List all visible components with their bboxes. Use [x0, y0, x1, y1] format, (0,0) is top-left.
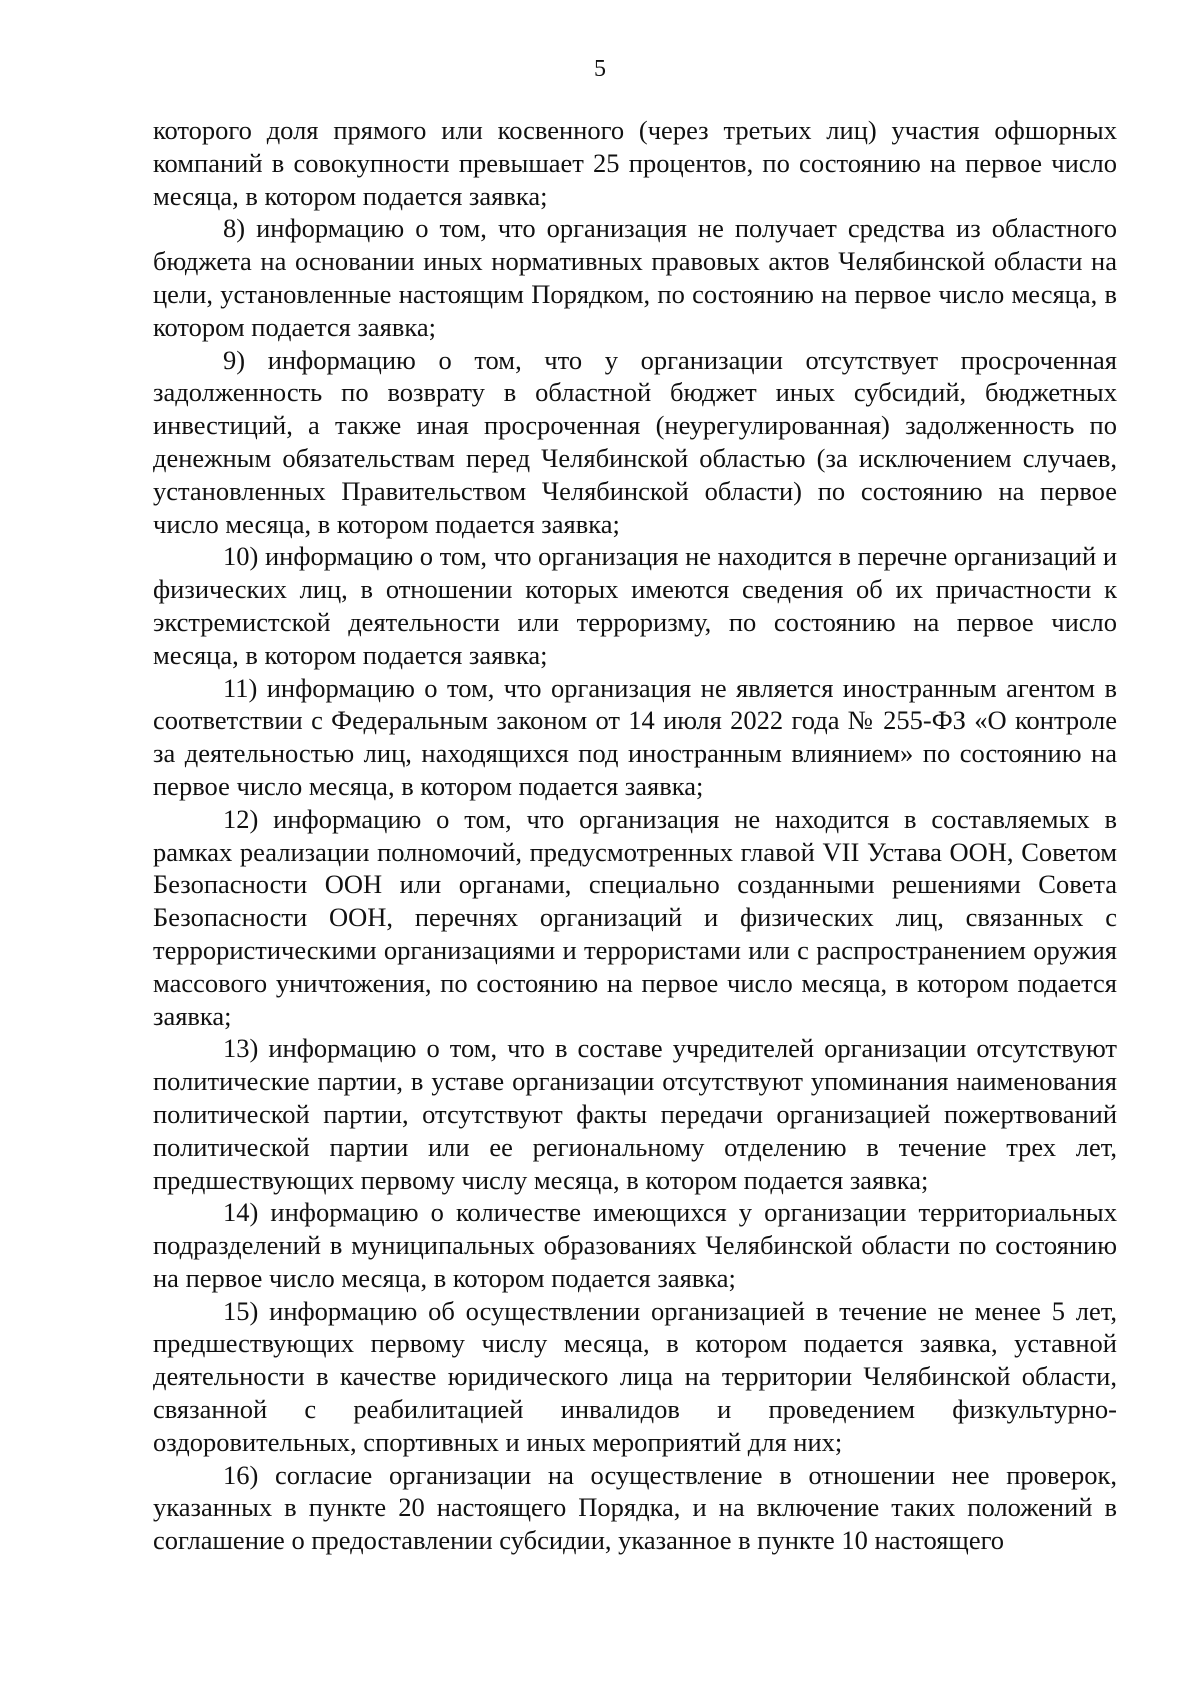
page-number: 5 — [594, 56, 606, 82]
paragraph-item-10: 10) информацию о том, что организация не находится в перечне организаций и физических лиц, в отношении которых имеются сведения об их причастности к экстремистской деятельности или терроризму, по состоянию на первое число месяца, в котором подается заявка; — [153, 541, 1117, 670]
paragraph-item-13: 13) информацию о том, что в составе учредителей организации отсутствуют политические партии, в уставе организации отсутствуют упоминания наименования политической партии, отсутствуют факты передачи организацией пожертвований политической партии или ее региональному отделению в течение трех лет, предшествующих первому числу месяца, в котором подается заявка; — [153, 1033, 1117, 1195]
paragraph-item-14: 14) информацию о количестве имеющихся у организации территориальных подразделений в муниципальных образованиях Челябинской области по состоянию на первое число месяца, в котором подается заявка; — [153, 1197, 1117, 1293]
paragraph-item-11: 11) информацию о том, что организация не является иностранным агентом в соответствии с Федеральным законом от 14 июля 2022 года № 255-ФЗ «О контроле за деятельностью лиц, находящихся под иностранным влиянием» по состоянию на первое число месяца, в котором подается заявка; — [153, 672, 1117, 801]
paragraph-item-16: 16) согласие организации на осуществление в отношении нее проверок, указанных в пункте 20 настоящего Порядка, и на включение таких положений в соглашение о предоставлении субсидии, указанное в пункте 10 настоящего — [153, 1459, 1117, 1556]
paragraph-item-15: 15) информацию об осуществлении организацией в течение не менее 5 лет, предшествующих первому числу месяца, в котором подается заявка, уставной деятельности в качестве юридического лица на территории Челябинской области, связанной с реабилитацией инвалидов и проведением физкультурно-оздоровительных, спортивных и иных мероприятий для них; — [153, 1295, 1117, 1457]
paragraph-item-12: 12) информацию о том, что организация не находится в составляемых в рамках реализации полномочий, предусмотренных главой VII Устава ООН, Советом Безопасности ООН или органами, специально созданными решениями Совета Безопасности ООН, перечнях организаций и физических лиц, связанных с террористическими организациями и террористами или с распространением оружия массового уничтожения, по состоянию на первое число месяца, в котором подается заявка; — [153, 803, 1117, 1031]
document-body — [153, 114, 1117, 1557]
paragraph-continuation: которого доля прямого или косвенного (через третьих лиц) участия офшорных компаний в совокупности превышает 25 процентов, по состоянию на первое число месяца, в котором подается заявка; — [153, 115, 1117, 211]
paragraph-item-9: 9) информацию о том, что у организации отсутствует просроченная задолженность по возврату в областной бюджет иных субсидий, бюджетных инвестиций, а также иная просроченная (неурегулированная) задолженность по денежным обязательствам перед Челябинской областью (за исключением случаев, установленных Правительством Челябинской области) по состоянию на первое число месяца, в котором подается заявка; — [153, 344, 1117, 539]
paragraph-item-8: 8) информацию о том, что организация не получает средства из областного бюджета на основании иных нормативных правовых актов Челябинской области на цели, установленные настоящим Порядком, по состоянию на первое число месяца, в котором подается заявка; — [153, 213, 1117, 342]
